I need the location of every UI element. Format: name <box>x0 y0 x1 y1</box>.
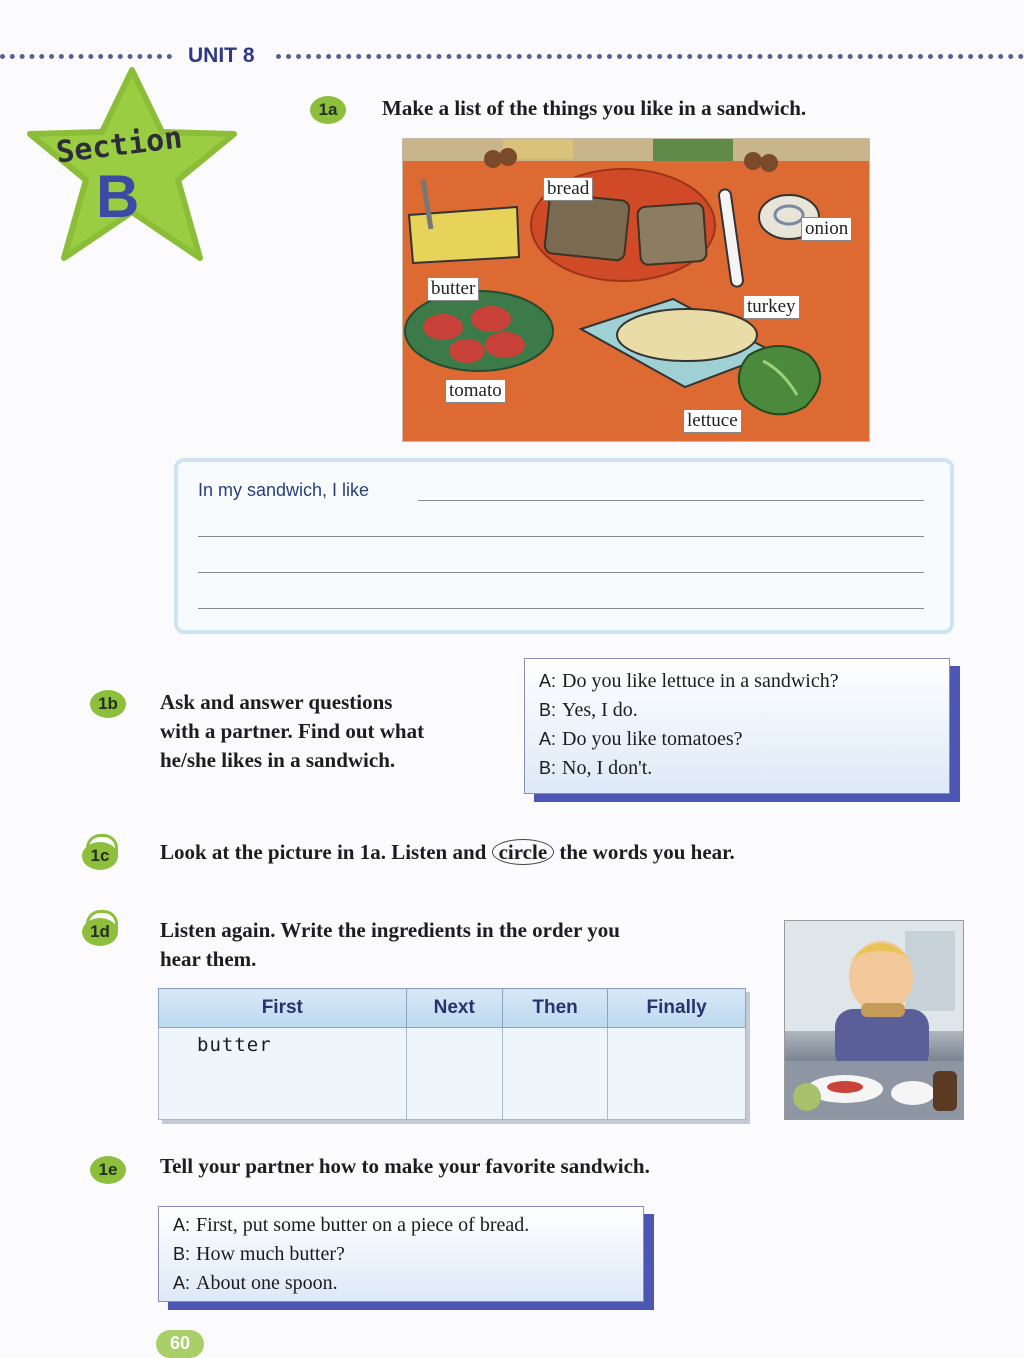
label-onion: onion <box>801 217 852 241</box>
dialog-1b-line <box>539 754 935 783</box>
answer-line-2[interactable] <box>198 536 924 537</box>
sandwich-ingredients-picture <box>402 138 870 442</box>
dialog-1e-line <box>173 1269 629 1298</box>
speaker: B: <box>539 758 557 778</box>
col-header-then: Then <box>502 989 607 1028</box>
badge-1a: 1a <box>310 96 346 124</box>
dialog-text: No, I don't. <box>562 757 653 779</box>
instruction-1a: Make a list of the things you like in a sandwich. <box>382 96 807 120</box>
instruction-1d <box>160 916 620 974</box>
cell-then[interactable] <box>502 1028 607 1120</box>
dialog-1e-line <box>173 1240 629 1269</box>
section-word: Section <box>54 120 185 171</box>
table-row <box>159 1028 746 1120</box>
instruction-1d-line-2: hear them. <box>160 947 257 971</box>
instruction-1b-line-2: with a partner. Find out what <box>160 719 425 743</box>
label-turkey: turkey <box>743 295 800 319</box>
dialog-text: First, put some butter on a piece of bread. <box>196 1214 530 1236</box>
label-bread: bread <box>543 177 593 201</box>
sandwich-writing-box <box>174 458 954 634</box>
col-header-next: Next <box>406 989 502 1028</box>
dialog-1e-line <box>173 1211 629 1240</box>
dialog-1b <box>524 658 950 794</box>
page-number: 60 <box>156 1330 204 1358</box>
instruction-1d-line-1: Listen again. Write the ingredients in the order you <box>160 918 620 942</box>
answer-line-1[interactable] <box>418 500 924 501</box>
badge-1d: 1d <box>82 918 118 946</box>
ingredients-order-table <box>158 988 746 1120</box>
dialog-1b-line <box>539 696 935 725</box>
section-letter: B <box>96 163 140 230</box>
answer-line-4[interactable] <box>198 608 924 609</box>
speaker: B: <box>173 1244 191 1264</box>
instruction-1b <box>160 688 424 775</box>
photo-illustration <box>785 921 963 1119</box>
speaker: A: <box>539 729 557 749</box>
writing-prompt: In my sandwich, I like <box>198 480 370 500</box>
instruction-1c <box>160 840 735 865</box>
dialog-1e <box>158 1206 644 1302</box>
instruction-1c-before: Look at the picture in 1a. Listen and <box>160 840 487 864</box>
instruction-1b-line-1: Ask and answer questions <box>160 690 393 714</box>
table-header-row <box>159 989 746 1028</box>
label-tomato: tomato <box>445 379 506 403</box>
speaker: B: <box>539 700 557 720</box>
instruction-1c-after: the words you hear. <box>559 840 735 864</box>
instruction-1b-line-3: he/she likes in a sandwich. <box>160 748 396 772</box>
cell-next[interactable] <box>406 1028 502 1120</box>
circled-word: circle <box>492 839 555 865</box>
dialog-text: Do you like tomatoes? <box>562 728 743 750</box>
header-dots-right <box>276 54 1024 59</box>
col-header-first: First <box>159 989 407 1028</box>
cell-finally[interactable] <box>608 1028 746 1120</box>
dialog-text: How much butter? <box>196 1243 345 1265</box>
badge-1b: 1b <box>90 690 126 718</box>
badge-1c: 1c <box>82 842 118 870</box>
col-header-finally: Finally <box>608 989 746 1028</box>
header-dots-left <box>0 54 172 59</box>
dialog-1b-line <box>539 667 935 696</box>
boy-eating-sandwich-photo <box>784 920 964 1120</box>
badge-1e: 1e <box>90 1156 126 1184</box>
unit-title: UNIT 8 <box>188 44 255 67</box>
dialog-text: Yes, I do. <box>562 699 638 721</box>
dialog-1b-line <box>539 725 935 754</box>
speaker: A: <box>539 671 557 691</box>
answer-line-3[interactable] <box>198 572 924 573</box>
instruction-1e: Tell your partner how to make your favorite sandwich. <box>160 1154 650 1178</box>
cell-first[interactable]: butter <box>159 1028 407 1120</box>
dialog-text: About one spoon. <box>196 1272 338 1294</box>
label-lettuce: lettuce <box>683 409 742 433</box>
speaker: A: <box>173 1215 191 1235</box>
label-butter: butter <box>427 277 479 301</box>
speaker: A: <box>173 1273 191 1293</box>
dialog-text: Do you like lettuce in a sandwich? <box>562 670 839 692</box>
